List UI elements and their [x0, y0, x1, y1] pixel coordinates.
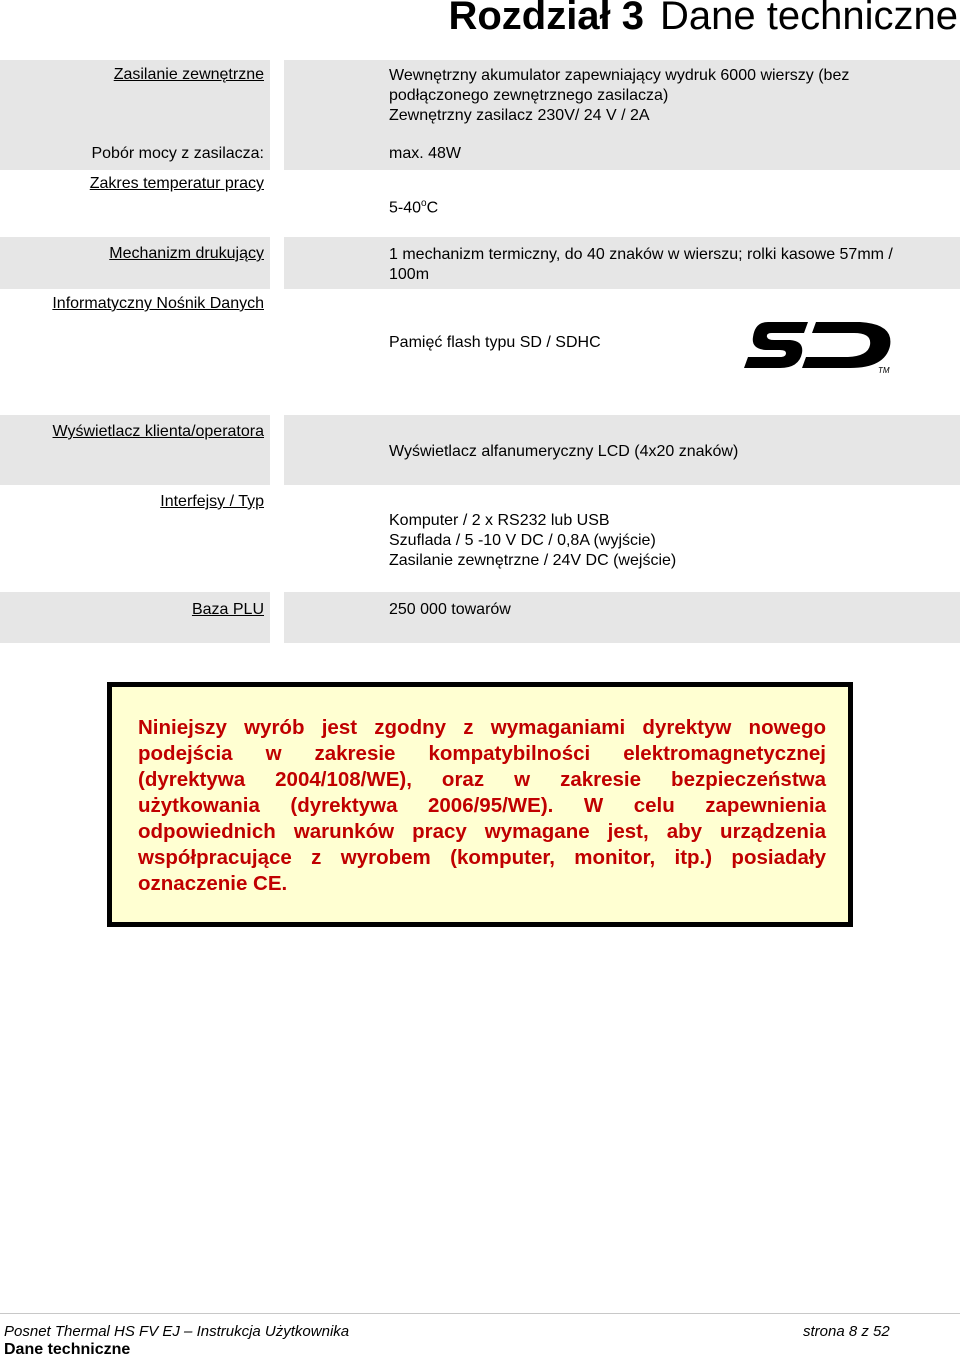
value-print-mechanism	[389, 245, 893, 285]
footer-document-title: Posnet Thermal HS FV EJ – Instrukcja Użytkownika	[4, 1323, 350, 1340]
value-plu: 250 000 towarów	[389, 601, 511, 618]
footer-section-name: Dane techniczne	[4, 1341, 131, 1358]
chapter-title: Dane techniczne	[660, 0, 958, 38]
label-plu: Baza PLU	[191, 601, 264, 618]
value-interfaces	[389, 511, 676, 571]
footer-divider	[0, 1313, 960, 1314]
value-power-consumption: max. 48W	[389, 145, 462, 162]
label-power-supply: Zasilanie zewnętrzne	[113, 66, 264, 83]
value-line: 1 mechanizm termiczny, do 40 znaków w wierszu; rolki kasowe 57mm /	[389, 246, 893, 263]
value-display: Wyświetlacz alfanumeryczny LCD (4x20 znaków)	[389, 443, 739, 460]
degree-mark: o	[421, 198, 427, 209]
value-line: Zasilanie zewnętrzne / 24V DC (wejście)	[389, 552, 677, 569]
sd-card-logo	[742, 318, 894, 374]
compliance-notice	[107, 682, 853, 927]
temperature-unit: C	[426, 199, 439, 217]
value-storage: Pamięć flash typu SD / SDHC	[389, 334, 601, 351]
value-line: podłączonego zewnętrznego zasilacza)	[389, 87, 669, 104]
value-line: 100m	[389, 266, 430, 283]
sd-logo-trademark: TM	[878, 366, 890, 374]
label-power-consumption: Pobór mocy z zasilacza:	[91, 145, 264, 162]
compliance-notice-text: Niniejszy wyrób jest zgodny z wymaganiami dyrektyw nowego podejścia w zakresie kompatybilności elektromagnetycznej (dyrektywa 2004/108/WE), oraz w zakresie bezpieczeństwa użytkowania (dyrektywa 2006/95/WE). W celu zapewnienia odpowiednich warunków pracy wymagane jest, aby urządzenia współpracujące z wyrobem (komputer, monitor, itp.) posiadały oznaczenie CE.	[138, 716, 826, 895]
temperature-range: 5-40	[389, 199, 422, 217]
value-line: Komputer / 2 x RS232 lub USB	[389, 512, 610, 529]
label-print-mechanism: Mechanizm drukujący	[109, 245, 264, 262]
label-display: Wyświetlacz klienta/operatora	[52, 423, 264, 440]
value-line: Wewnętrzny akumulator zapewniający wydruk 6000 wierszy (bez	[389, 67, 850, 84]
label-temperature: Zakres temperatur pracy	[89, 175, 264, 192]
footer-page-number: strona 8 z 52	[803, 1323, 890, 1340]
chapter-number: Rozdział 3	[448, 0, 645, 38]
value-power-supply	[389, 66, 849, 126]
page-title	[448, 0, 958, 39]
label-storage: Informatyczny Nośnik Danych	[52, 295, 264, 312]
label-interfaces: Interfejsy / Typ	[160, 493, 264, 510]
value-line: Zewnętrzny zasilacz 230V/ 24 V / 2A	[389, 107, 650, 124]
value-line: Szuflada / 5 -10 V DC / 0,8A (wyjście)	[389, 532, 656, 549]
value-temperature	[389, 194, 438, 218]
